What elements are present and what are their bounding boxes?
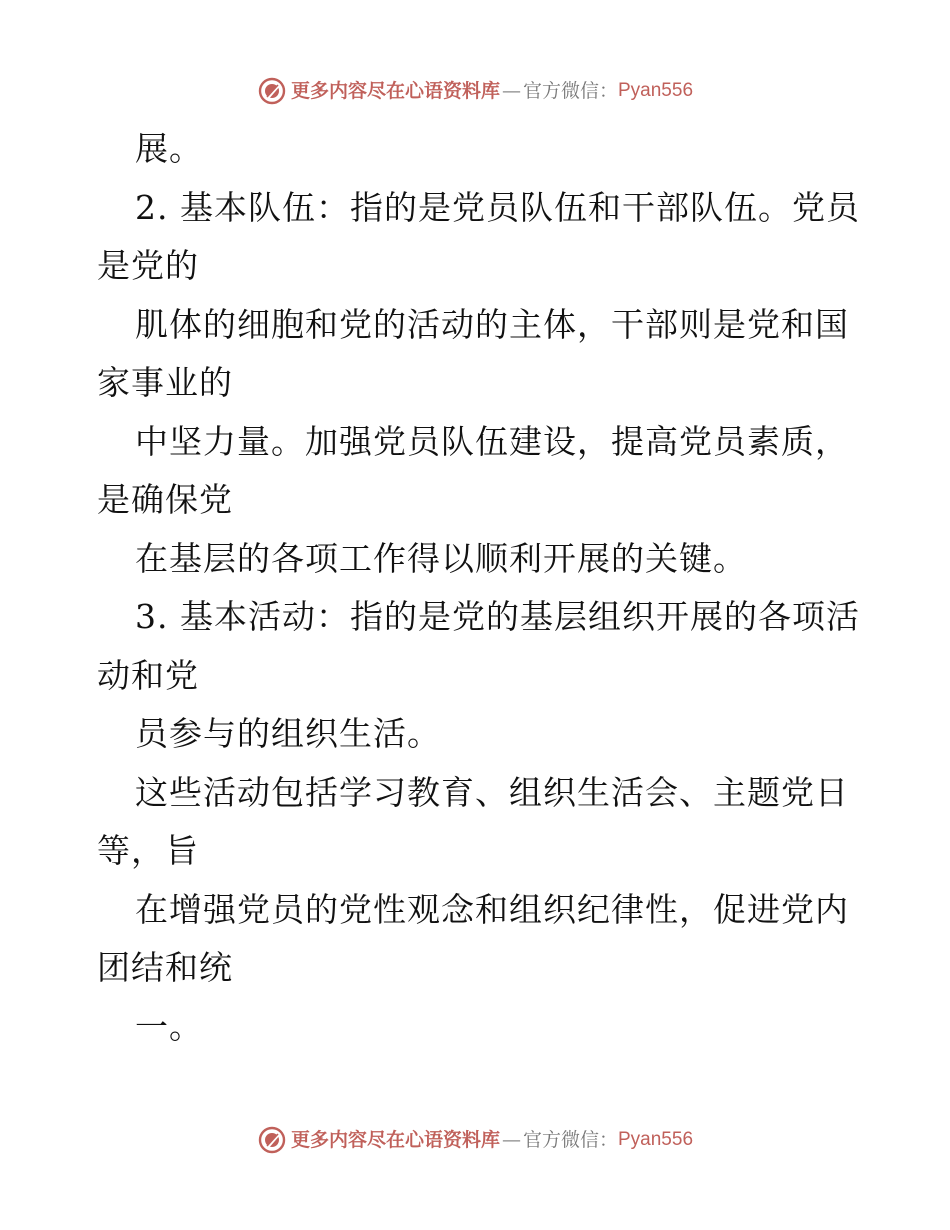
text-line: 员参与的组织生活。: [135, 714, 441, 753]
watermark-wechat-id: Pyan556: [618, 80, 694, 101]
seal-logo-icon: [257, 76, 287, 106]
footer-watermark: [0, 1125, 950, 1155]
seal-logo-icon: [257, 1125, 287, 1155]
text-line: 3. 基本活动：指的是党的基层组织开展的各项活: [135, 597, 860, 636]
text-line: 中坚力量。加强党员队伍建设，提高党员素质，: [135, 421, 849, 461]
text-line: 展。: [135, 129, 203, 168]
watermark-dash: —: [501, 80, 521, 102]
text-line: 这些活动包括学习教育、组织生活会、主题党日: [135, 772, 849, 812]
text-line: 是确保党: [97, 480, 233, 519]
text-line: 团结和统: [97, 948, 233, 987]
text-line: 在增强党员的党性观念和组织纪律性，促进党内: [135, 889, 849, 929]
watermark-text: 更多内容尽在心语资料库: [290, 80, 500, 102]
text-line: 一。: [135, 1006, 203, 1046]
watermark-dash: —: [501, 1129, 521, 1151]
text-line: 是党的: [97, 246, 199, 285]
watermark-wechat-label: 官方微信：: [522, 1129, 618, 1151]
watermark-text: 更多内容尽在心语资料库: [290, 1129, 500, 1151]
text-line: 2. 基本队伍：指的是党员队伍和干部队伍。党员: [135, 187, 860, 227]
watermark-wechat-label: 官方微信：: [522, 80, 618, 102]
text-line: 肌体的细胞和党的活动的主体，干部则是党和国: [135, 304, 849, 344]
watermark-wechat-id: Pyan556: [618, 1129, 694, 1150]
text-line: 家事业的: [97, 363, 233, 402]
header-watermark: [0, 76, 950, 106]
text-line: 动和党: [97, 655, 199, 695]
document-body: [97, 120, 860, 1056]
text-line: 在基层的各项工作得以顺利开展的关键。: [135, 538, 747, 578]
text-line: 等，旨: [97, 831, 199, 870]
